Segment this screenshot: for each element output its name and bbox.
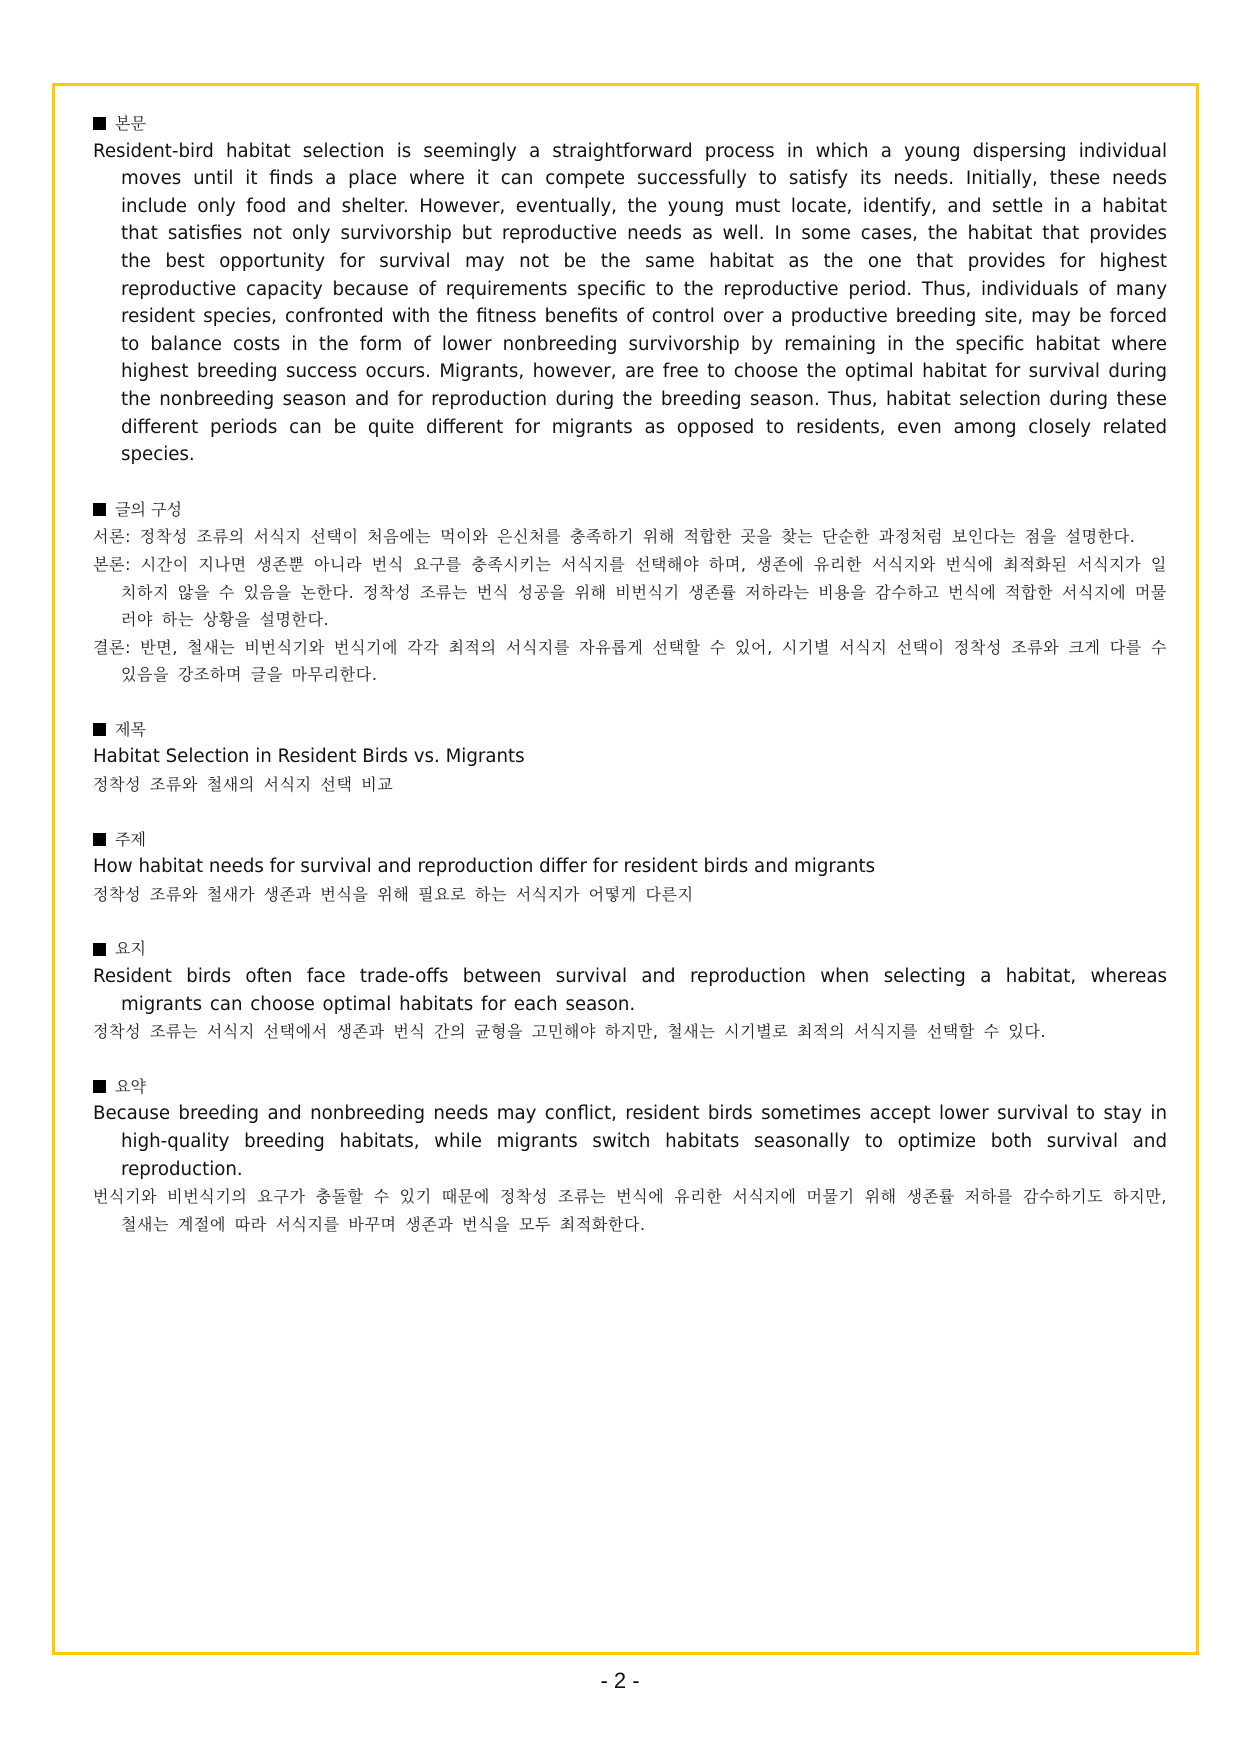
gist-english: Resident birds often face trade-offs between survival and reproduction when selecting a habitat, whereas migrants can choose optimal habitats for each season. bbox=[93, 966, 1167, 1015]
page-number: - 2 - bbox=[600, 1668, 640, 1693]
title-english: Habitat Selection in Resident Birds vs. Migrants bbox=[93, 746, 525, 768]
document-content bbox=[93, 110, 1167, 1265]
section-structure bbox=[93, 496, 1167, 689]
section-heading-label: 글의 구성 bbox=[115, 499, 182, 519]
body-passage: Resident-bird habitat selection is seemingly a straightforward process in which a young dispersing individual moves until it finds a place where it can compete successfully to satisfy its needs. Initially, these needs include only food and shelter. However, eventually, the young must locate, identify, and settle in a habitat that satisfies not only survivorship but reproductive needs as well. In some cases, the habitat that provides the best opportunity for survival may not be the same habitat as the one that provides for highest reproductive capacity because of requirements specific to the reproductive period. Thus, individuals of many resident species, confronted with the fitness benefits of control over a productive breeding site, may be forced to balance costs in the form of lower nonbreeding survivorship by remaining in the specific habitat where highest breeding success occurs. Migrants, however, are free to choose the optimal habitat for survival during the nonbreeding season and for reproduction during the breeding season. Thus, habitat selection during these different periods can be quite different for migrants as opposed to residents, even among closely related species. bbox=[93, 140, 1167, 466]
section-heading bbox=[93, 496, 1167, 524]
section-topic bbox=[93, 826, 1167, 909]
summary-korean: 번식기와 비번식기의 요구가 충돌할 수 있기 때문에 정착성 조류는 번식에 유리한 서식지에 머물기 위해 생존률 저하를 감수하기도 하지만, 철새는 계절에 따라 서식지를 바꾸며 생존과 번식을 모두 최적화한다. bbox=[93, 1187, 1167, 1234]
square-bullet-icon bbox=[93, 943, 106, 956]
square-bullet-icon bbox=[93, 117, 106, 130]
section-heading-label: 주제 bbox=[115, 829, 146, 849]
topic-english: How habitat needs for survival and reproduction differ for resident birds and migrants bbox=[93, 856, 876, 878]
section-heading-label: 요약 bbox=[115, 1076, 146, 1096]
topic-korean: 정착성 조류와 철새가 생존과 번식을 위해 필요로 하는 서식지가 어떻게 다른지 bbox=[93, 884, 694, 904]
square-bullet-icon bbox=[93, 723, 106, 736]
section-heading bbox=[93, 716, 1167, 744]
section-heading bbox=[93, 826, 1167, 854]
section-summary bbox=[93, 1073, 1167, 1239]
section-heading-label: 요지 bbox=[115, 939, 146, 959]
section-heading bbox=[93, 935, 1167, 963]
section-body bbox=[93, 110, 1167, 469]
square-bullet-icon bbox=[93, 1080, 106, 1093]
section-title bbox=[93, 716, 1167, 799]
title-korean: 정착성 조류와 철새의 서식지 선택 비교 bbox=[93, 775, 394, 795]
section-heading-label: 제목 bbox=[115, 719, 146, 739]
section-heading bbox=[93, 110, 1167, 138]
section-heading bbox=[93, 1073, 1167, 1101]
square-bullet-icon bbox=[93, 833, 106, 846]
structure-main: 본론: 시간이 지나면 생존뿐 아니라 번식 요구를 충족시키는 서식지를 선택해야 하며, 생존에 유리한 서식지와 번식에 최적화된 서식지가 일치하지 않을 수 있음을 논한다. 정착성 조류는 번식 성공을 위해 비번식기 생존률 저하라는 비용을 감수하고 번식에 적합한 서식지에 머물러야 하는 상황을 설명한다. bbox=[93, 554, 1167, 630]
summary-english: Because breeding and nonbreeding needs may conflict, resident birds sometimes accept lower survival to stay in high-quality breeding habitats, while migrants switch habitats seasonally to optimize both survival and reproduction. bbox=[93, 1103, 1167, 1180]
gist-korean: 정착성 조류는 서식지 선택에서 생존과 번식 간의 균형을 고민해야 하지만, 철새는 시기별로 최적의 서식지를 선택할 수 있다. bbox=[93, 1022, 1047, 1042]
section-heading-label: 본문 bbox=[115, 114, 146, 133]
square-bullet-icon bbox=[93, 503, 106, 516]
structure-conclusion: 결론: 반면, 철새는 비번식기와 번식기에 각각 최적의 서식지를 자유롭게 선택할 수 있어, 시기별 서식지 선택이 정착성 조류와 크게 다를 수 있음을 강조하며 글을 마무리한다. bbox=[93, 637, 1167, 685]
structure-intro: 서론: 정착성 조류의 서식지 선택이 처음에는 먹이와 은신처를 충족하기 위해 적합한 곳을 찾는 단순한 과정처럼 보인다는 점을 설명한다. bbox=[93, 527, 1136, 547]
section-gist bbox=[93, 935, 1167, 1045]
